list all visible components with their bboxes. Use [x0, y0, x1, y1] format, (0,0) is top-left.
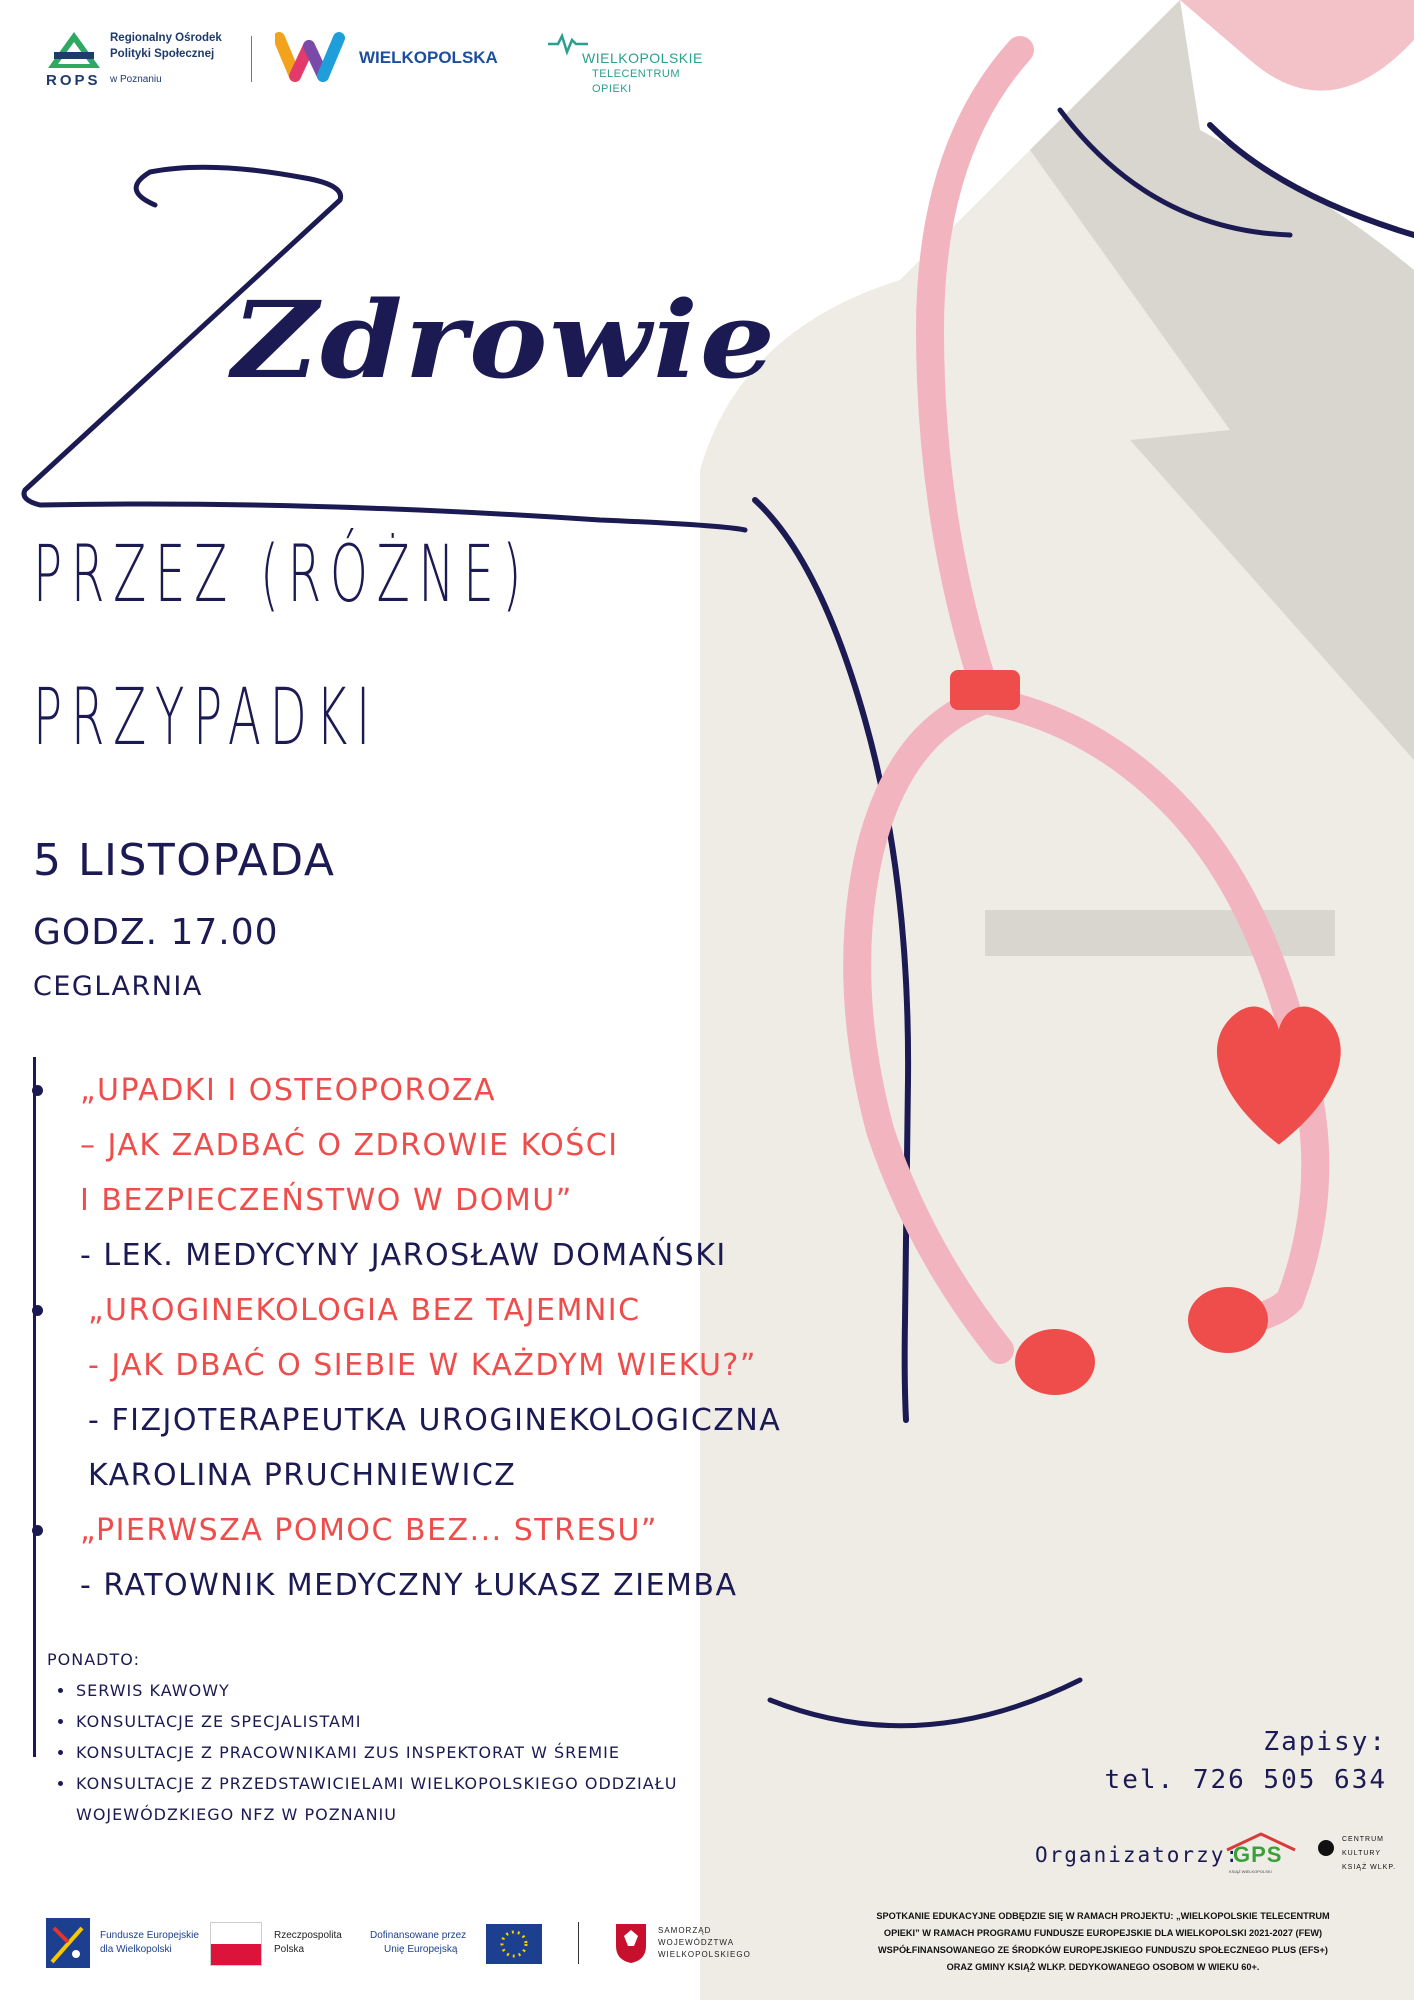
- extras-item-continued: WOJEWÓDZKIEGO NFZ W POZNANIU: [76, 1805, 397, 1824]
- bullet-icon: [32, 1085, 43, 1096]
- extras-item: KONSULTACJE Z PRZEDSTAWICIELAMI WIELKOPOLSKIEGO ODDZIAŁU: [76, 1768, 856, 1799]
- talk-item: [80, 1283, 960, 1503]
- talk-title-line: – JAK ZADBAĆ O ZDROWIE KOŚCI: [80, 1128, 619, 1163]
- footer-note-line: SPOTKANIE EDUKACYJNE ODBĘDZIE SIĘ W RAMACH PROJEKTU: „WIELKOPOLSKIE TELECENTRUM: [876, 1911, 1330, 1921]
- footer-note: [818, 1908, 1388, 1976]
- signup-label: Zapisy:: [1263, 1727, 1387, 1757]
- header-divider: [251, 36, 252, 82]
- gops-logo: [1225, 1832, 1297, 1880]
- telecentrum-line2: TELECENTRUM: [592, 68, 681, 80]
- signup-phone: tel. 726 505 634: [1104, 1765, 1387, 1795]
- bullet-icon: [58, 1719, 63, 1724]
- sw-line: WIELKOPOLSKIEGO: [658, 1950, 751, 1959]
- extras-item: KONSULTACJE Z PRACOWNIKAMI ZUS INSPEKTORAT W ŚREMIE: [76, 1737, 856, 1768]
- gops-mark: GPS: [1233, 1842, 1283, 1867]
- extras-item: SERWIS KAWOWY: [76, 1675, 856, 1706]
- rops-line2: Polityki Społecznej: [110, 48, 215, 60]
- talk-item: [80, 1063, 960, 1283]
- fe-line: Fundusze Europejskie: [100, 1930, 199, 1941]
- stethoscope-ring: [950, 670, 1020, 710]
- talk-speaker: KAROLINA PRUCHNIEWICZ: [88, 1458, 517, 1493]
- footer-ue-logo: [370, 1922, 545, 1968]
- extras-item: KONSULTACJE ZE SPECJALISTAMI: [76, 1706, 856, 1737]
- talk-speaker: - RATOWNIK MEDYCZNY ŁUKASZ ZIEMBA: [80, 1568, 738, 1603]
- talk-title-line: „PIERWSZA POMOC BEZ... STRESU”: [80, 1513, 658, 1548]
- extras-list: [76, 1675, 856, 1830]
- event-place: CEGLARNIA: [33, 971, 203, 1002]
- talk-title-line: „UPADKI I OSTEOPOROZA: [80, 1073, 497, 1108]
- talk-item: [80, 1503, 960, 1613]
- talk-title-line: „UROGINEKOLOGIA BEZ TAJEMNIC: [88, 1293, 641, 1328]
- coat-of-arms-icon: [614, 1922, 648, 1964]
- ck-logo: [1318, 1836, 1408, 1886]
- wielkopolska-logo: [275, 30, 505, 86]
- polish-flag-icon: [210, 1922, 262, 1966]
- event-date: 5 LISTOPADA: [33, 835, 336, 886]
- fe-line: dla Wielkopolski: [100, 1944, 172, 1955]
- telecentrum-line3: OPIEKI: [592, 83, 632, 95]
- organizers-label: Organizatorzy:: [1035, 1843, 1241, 1867]
- eu-flag-icon: [486, 1924, 542, 1964]
- earpiece-right: [1188, 1287, 1268, 1353]
- footer-rp-logo: [210, 1922, 340, 1968]
- bullet-icon: [58, 1750, 63, 1755]
- footer-fe-logo: [46, 1918, 206, 1970]
- talk-list: [80, 1063, 960, 1613]
- footer-note-line: ORAZ GMINY KSIĄŻ WLKP. DEDYKOWANEGO OSOBOM W WIEKU 60+.: [946, 1962, 1260, 1972]
- footer-divider: [578, 1922, 579, 1964]
- event-time: GODZ. 17.00: [33, 912, 279, 953]
- ck-dot-icon: [1318, 1840, 1334, 1856]
- pocket-bar: [985, 910, 1335, 956]
- bullet-icon: [32, 1525, 43, 1536]
- rp-line: Polska: [274, 1944, 305, 1955]
- rops-line1: Regionalny Ośrodek: [110, 32, 222, 44]
- ue-line: Dofinansowane przez: [370, 1930, 467, 1941]
- ck-line: KSIĄŻ WLKP.: [1342, 1864, 1397, 1871]
- list-accent-bar: [33, 1057, 36, 1757]
- title-line2: PRZEZ (RÓŻNE): [33, 530, 531, 620]
- talk-title-line: - JAK DBAĆ O SIEBIE W KAŻDYM WIEKU?”: [88, 1348, 757, 1383]
- ck-line: KULTURY: [1342, 1850, 1382, 1857]
- talk-speaker: - LEK. MEDYCYNY JAROSŁAW DOMAŃSKI: [80, 1238, 727, 1273]
- rops-icon: [46, 30, 102, 74]
- telecentrum-line1: WIELKOPOLSKIE: [582, 50, 703, 66]
- wielkopolska-icon: [275, 30, 345, 84]
- footer-note-line: WSPÓŁFINANSOWANEGO ZE ŚRODKÓW EUROPEJSKIEGO FUNDUSZU SPOŁECZNEGO PLUS (EFS+): [878, 1945, 1328, 1955]
- title-line3: PRZYPADKI: [33, 673, 379, 763]
- rops-logo: [46, 30, 236, 92]
- title-script: Zdrowie: [232, 276, 777, 403]
- talk-speaker: - FIZJOTERAPEUTKA UROGINEKOLOGICZNA: [88, 1403, 782, 1438]
- sw-line: WOJEWÓDZTWA: [658, 1938, 735, 1947]
- earpiece-left: [1015, 1329, 1095, 1395]
- rops-abbr: ROPS: [46, 72, 101, 89]
- fe-icon: [46, 1918, 90, 1968]
- wielkopolska-label: WIELKOPOLSKA: [359, 48, 498, 67]
- footer-note-line: OPIEKI” W RAMACH PROGRAMU FUNDUSZE EUROPEJSKIE DLA WIELKOPOLSKI 2021-2027 (FEW): [883, 1928, 1323, 1938]
- ue-line: Unię Europejską: [384, 1944, 458, 1955]
- gops-sub: KSIĄŻ WIELKOPOLSKI: [1229, 1869, 1272, 1874]
- extras-heading: PONADTO:: [47, 1650, 140, 1669]
- bullet-icon: [58, 1688, 63, 1693]
- ck-line: CENTRUM: [1342, 1836, 1384, 1843]
- rops-line3: w Poznaniu: [110, 74, 162, 85]
- sw-line: SAMORZĄD: [658, 1926, 712, 1935]
- bullet-icon: [58, 1781, 63, 1786]
- footer-sw-logo: [614, 1920, 754, 1968]
- bullet-icon: [32, 1305, 43, 1316]
- rp-line: Rzeczpospolita: [274, 1930, 342, 1941]
- telecentrum-logo: [548, 30, 718, 110]
- talk-title-line: I BEZPIECZEŃSTWO W DOMU”: [80, 1183, 573, 1218]
